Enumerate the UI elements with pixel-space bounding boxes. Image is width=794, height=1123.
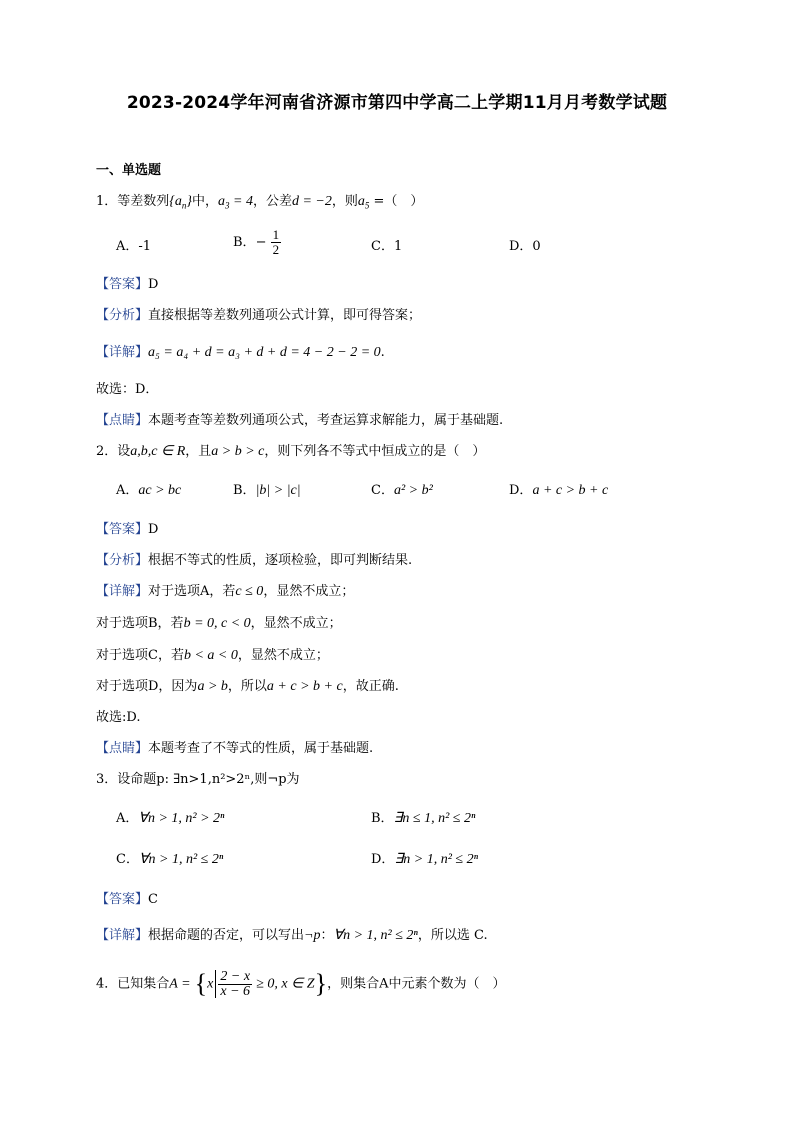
q3-option-b: B．∃n ≤ 1, n² ≤ 2ⁿ	[371, 811, 476, 826]
q1-choose: 故选：D．	[96, 382, 159, 397]
q2-detail-a: 【详解】对于选项A，若c ≤ 0，显然不成立；	[96, 584, 355, 599]
q2-detail-c: 对于选项C，若b < a < 0，显然不成立；	[96, 648, 329, 663]
q1-option-c: C．1	[371, 239, 403, 254]
q1-analysis: 【分析】直接根据等差数列通项公式计算，即可得答案；	[96, 308, 422, 323]
q2-option-a: A．ac > bc	[116, 483, 182, 498]
q3-answer: 【答案】C	[96, 892, 158, 907]
q3-option-c: C．∀n > 1, n² ≤ 2ⁿ	[116, 852, 224, 867]
section-heading: 一、单选题	[96, 163, 162, 178]
q1-option-b: B．− $\frac{1}{2}$	[233, 227, 280, 257]
q1-option-b-fraction: $\frac{1}{2}$	[272, 227, 280, 257]
q2-analysis: 【分析】根据不等式的性质，逐项检验，即可判断结果.	[96, 553, 413, 568]
q3-option-a: A．∀n > 1, n² > 2ⁿ	[116, 811, 225, 826]
q4-stem: 4．已知集合A = {x $\frac{2 - x}{x - 6}$ ≥ 0, x ∈ Z}，则集合A中元素个数为（ ）	[96, 968, 506, 999]
q1-detail: 【详解】a₅ = a₄ + d = a₃ + d + d = 4 − 2 − 2 = 0.	[96, 345, 385, 360]
q2-answer: 【答案】D	[96, 522, 159, 537]
q2-stem: 2．设a,b,c ∈ R，且a > b > c，则下列各不等式中恒成立的是（ ）	[96, 444, 486, 459]
q4-set-divider	[215, 970, 216, 998]
q2-choose: 故选:D.	[96, 710, 141, 725]
q3-stem: 3．设命题p: ∃n>1,n²>2ⁿ,则¬p为	[96, 772, 300, 787]
q2-option-b: B．|b| > |c|	[233, 483, 301, 498]
q2-comment: 【点睛】本题考查了不等式的性质，属于基础题.	[96, 741, 374, 756]
q4-right-brace: }	[314, 969, 328, 998]
q1-answer: 【答案】D	[96, 277, 159, 292]
q4-fraction: $\frac{2 - x}{x - 6}$	[220, 968, 251, 999]
q1-option-a: A．-1	[116, 239, 152, 254]
q4-left-brace: {	[194, 969, 208, 998]
q3-detail: 【详解】根据命题的否定，可以写出¬p：∀n > 1, n² ≤ 2ⁿ，所以选 C.	[96, 928, 488, 943]
q1-option-d: D．0	[509, 239, 541, 254]
q2-option-d: D．a + c > b + c	[509, 483, 609, 498]
q1-comment: 【点睛】本题考查等差数列通项公式，考查运算求解能力，属于基础题.	[96, 413, 504, 428]
q2-option-c: C．a² > b²	[371, 483, 433, 498]
q3-option-d: D．∃n > 1, n² ≤ 2ⁿ	[371, 852, 479, 867]
page-title: 2023-2024学年河南省济源市第四中学高二上学期11月月考数学试题	[126, 93, 668, 113]
q2-detail-b: 对于选项B，若b = 0, c < 0，显然不成立；	[96, 616, 342, 631]
q2-detail-d: 对于选项D，因为a > b，所以a + c > b + c，故正确.	[96, 679, 399, 694]
q1-stem: 1．等差数列$\{a_n\}$中，$a_3 = 4$，公差d = −2，则$a_5$ =（ ）	[96, 194, 424, 211]
